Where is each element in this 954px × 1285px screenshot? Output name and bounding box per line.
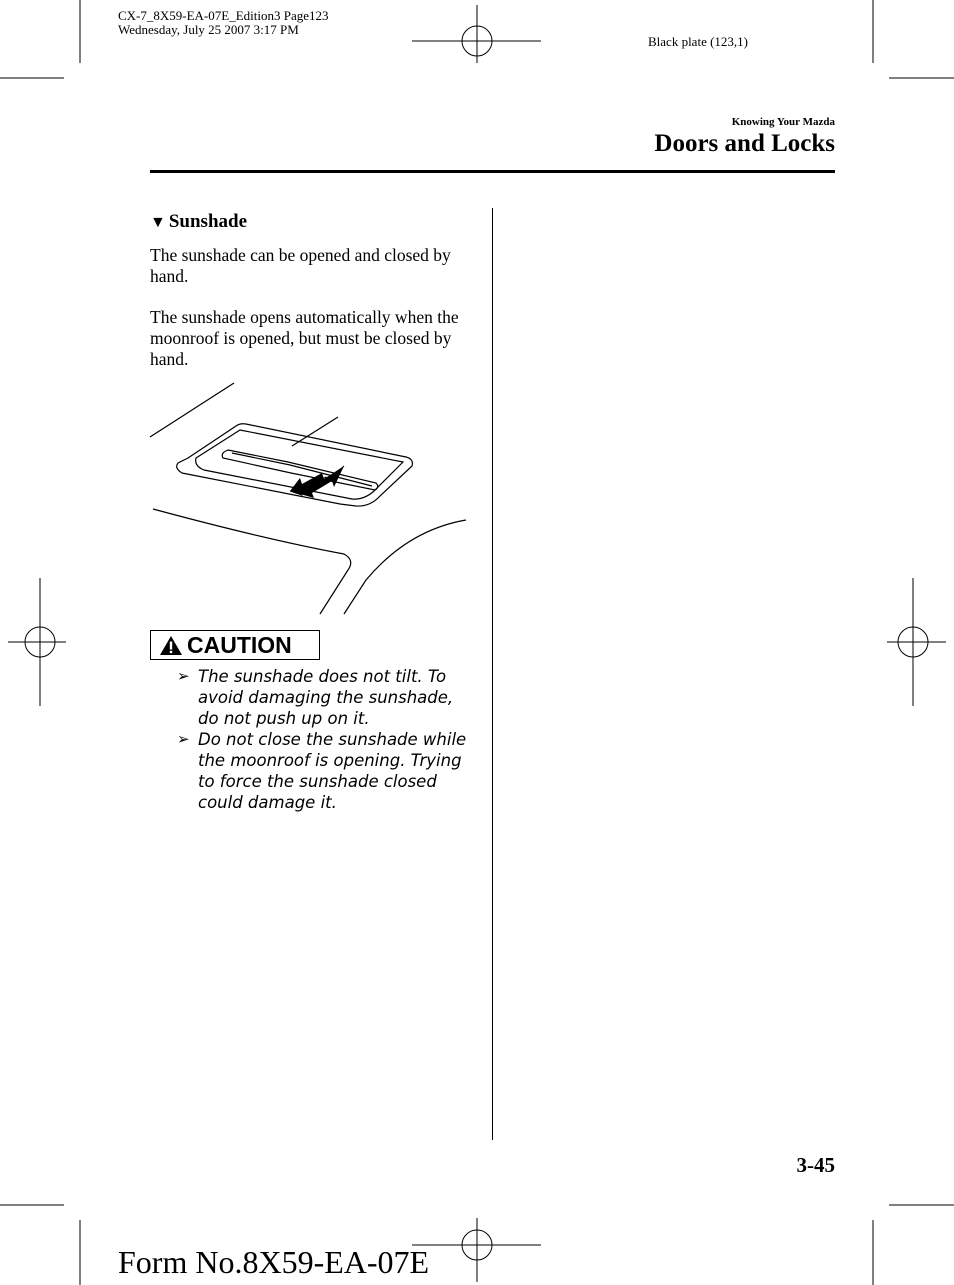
registration-targets [8,5,946,1282]
heading-text: Sunshade [168,211,248,232]
bullet-arrow-icon: ➢ [177,667,190,685]
form-number: Form No.8X59-EA-07E [118,1244,430,1280]
caution-item [177,666,477,729]
open-close-arrow-icon [290,466,344,498]
caution-label: CAUTION [187,631,292,658]
section-title: Doors and Locks [654,130,835,157]
paragraph-1: The sunshade can be opened and closed by hand. [150,245,451,286]
section-subtitle: Knowing Your Mazda [731,116,835,128]
sunshade-illustration [148,380,468,615]
warning-triangle-icon [159,635,183,656]
caution-item-text: Do not close the sunshade while the moonroof is opening. Trying to force the sunshade closed could damage it. [198,730,467,812]
heading-marker-icon: ▼ [150,214,166,231]
print-slug-line2: Wednesday, July 25 2007 3:17 PM [118,22,299,37]
plate-label: Black plate (123,1) [648,34,748,49]
page-number: 3-45 [796,1153,835,1177]
print-slug-line1: CX-7_8X59-EA-07E_Edition3 Page123 [118,8,329,23]
caution-item [177,729,477,813]
header-rule [150,170,835,173]
bullet-arrow-icon: ➢ [177,730,190,748]
column-divider [492,208,493,1140]
caution-box [150,630,320,660]
caution-list [177,666,477,813]
section-heading [150,211,247,233]
paragraph-2: The sunshade opens automatically when the moonroof is opened, but must be closed by hand. [150,307,459,369]
caution-item-text: The sunshade does not tilt. To avoid damaging the sunshade, do not push up on it. [198,667,454,728]
